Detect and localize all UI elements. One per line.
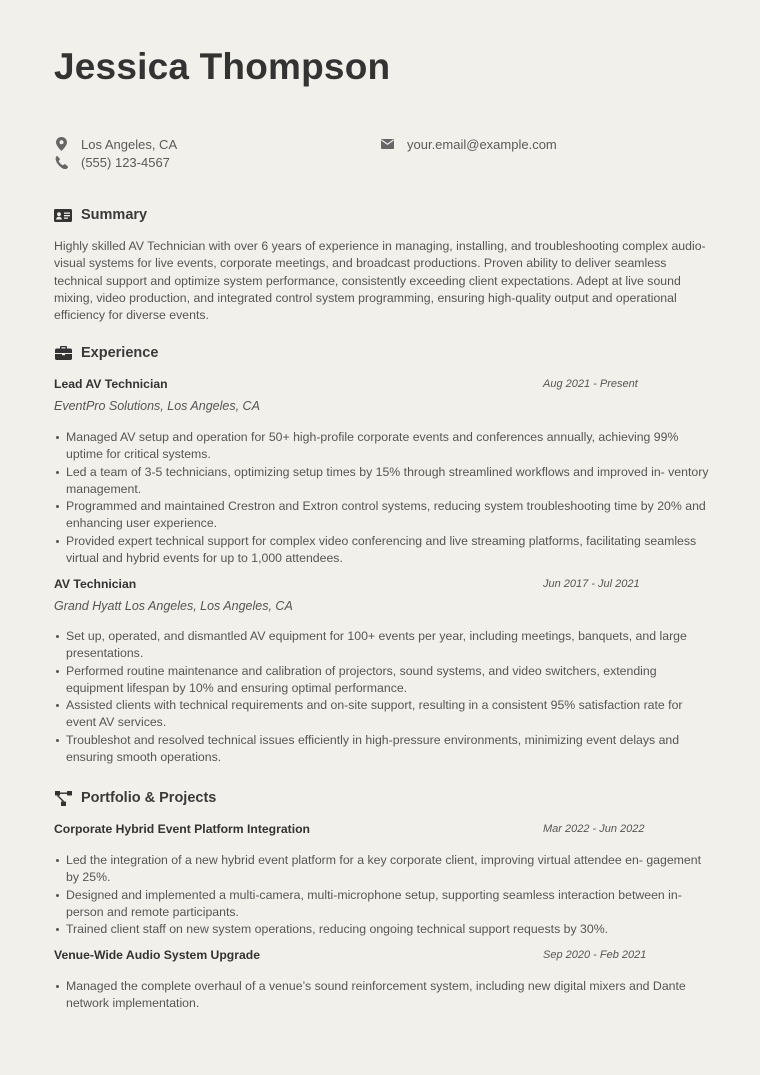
envelope-icon: [380, 137, 394, 151]
project-diagram-icon: [54, 790, 72, 806]
bullet-item: Set up, operated, and dismantled AV equipment for 100+ events per year, including meetings, banquets, and large presentations.: [54, 628, 710, 663]
job-title: AV Technician: [54, 577, 137, 591]
contact-email[interactable]: [380, 135, 557, 153]
summary-text: Highly skilled AV Technician with over 6 years of experience in managing, installing, and troubleshooting complex audio-visual systems for live events, corporate meetings, and broadcast productions. Proven ability to deliver seamless technical support and optimize system performance, consistently exceeding client expectations. Adept at live sound mixing, video production, and integrated control system programming, ensuring high-quality output and operational efficiency for diverse events.: [54, 239, 706, 323]
job-dates: Jun 2017 - Jul 2021: [543, 578, 640, 590]
bullet-item: Assisted clients with technical requirements and on-site support, resulting in a consistent 95% satisfaction rate for event AV services.: [54, 697, 710, 732]
project-bullets: [54, 978, 710, 1013]
bullet-item: Designed and implemented a multi-camera, multi-microphone setup, supporting seamless interaction between in-person and remote participants.: [54, 887, 710, 922]
map-pin-icon: [54, 137, 68, 151]
contact-phone: [54, 153, 170, 171]
bullet-item: Performed routine maintenance and calibration of projectors, sound systems, and video switchers, extending equipment lifespan by 10% and ensuring optimal performance.: [54, 663, 710, 698]
bullet-item: Managed the complete overhaul of a venue’s sound reinforcement system, including new digital mixers and Dante network implementation.: [54, 978, 710, 1013]
id-card-icon: [54, 207, 72, 223]
bullet-item: Provided expert technical support for complex video conferencing and live streaming platforms, facilitating seamless virtual and hybrid events for up to 1,000 attendees.: [54, 533, 710, 568]
bullet-item: Led a team of 3-5 technicians, optimizing setup times by 15% through streamlined workflows and improved in- ventory management.: [54, 464, 710, 499]
experience-heading: [54, 343, 158, 363]
summary-title: Summary: [81, 207, 148, 223]
summary-heading: [54, 205, 147, 225]
candidate-name: Jessica Thompson: [54, 46, 391, 87]
project-bullets: [54, 852, 710, 938]
projects-heading: [54, 788, 216, 808]
job-company: EventPro Solutions, Los Angeles, CA: [54, 399, 260, 413]
location-text: Los Angeles, CA: [81, 136, 178, 152]
email-link[interactable]: your.email@example.com: [407, 136, 557, 152]
bullet-item: Trained client staff on new system operations, reducing ongoing technical support requests by 30%.: [54, 921, 710, 938]
phone-icon: [54, 155, 68, 169]
phone-text: (555) 123-4567: [81, 154, 170, 170]
job-title: Lead AV Technician: [54, 377, 168, 391]
bullet-item: Managed AV setup and operation for 50+ high-profile corporate events and conferences annually, achieving 99% uptime for critical systems.: [54, 429, 710, 464]
projects-title: Portfolio & Projects: [81, 790, 217, 806]
bullet-item: Programmed and maintained Crestron and Extron control systems, reducing system troubleshooting time by 20% and enhancing user experience.: [54, 498, 710, 533]
briefcase-icon: [54, 345, 72, 361]
project-dates: Sep 2020 - Feb 2021: [543, 949, 647, 961]
project-title: Venue-Wide Audio System Upgrade: [54, 948, 260, 962]
job-bullets: [54, 429, 710, 567]
job-dates: Aug 2021 - Present: [543, 378, 638, 390]
job-company: Grand Hyatt Los Angeles, Los Angeles, CA: [54, 599, 293, 613]
experience-title: Experience: [81, 345, 159, 361]
project-dates: Mar 2022 - Jun 2022: [543, 823, 645, 835]
bullet-item: Led the integration of a new hybrid event platform for a key corporate client, improving virtual attendee en- gagement by 25%.: [54, 852, 710, 887]
project-title: Corporate Hybrid Event Platform Integration: [54, 822, 310, 836]
job-bullets: [54, 628, 710, 766]
contact-location: [54, 135, 177, 153]
bullet-item: Troubleshot and resolved technical issues efficiently in high-pressure environments, minimizing event delays and ensuring smooth operations.: [54, 732, 710, 767]
